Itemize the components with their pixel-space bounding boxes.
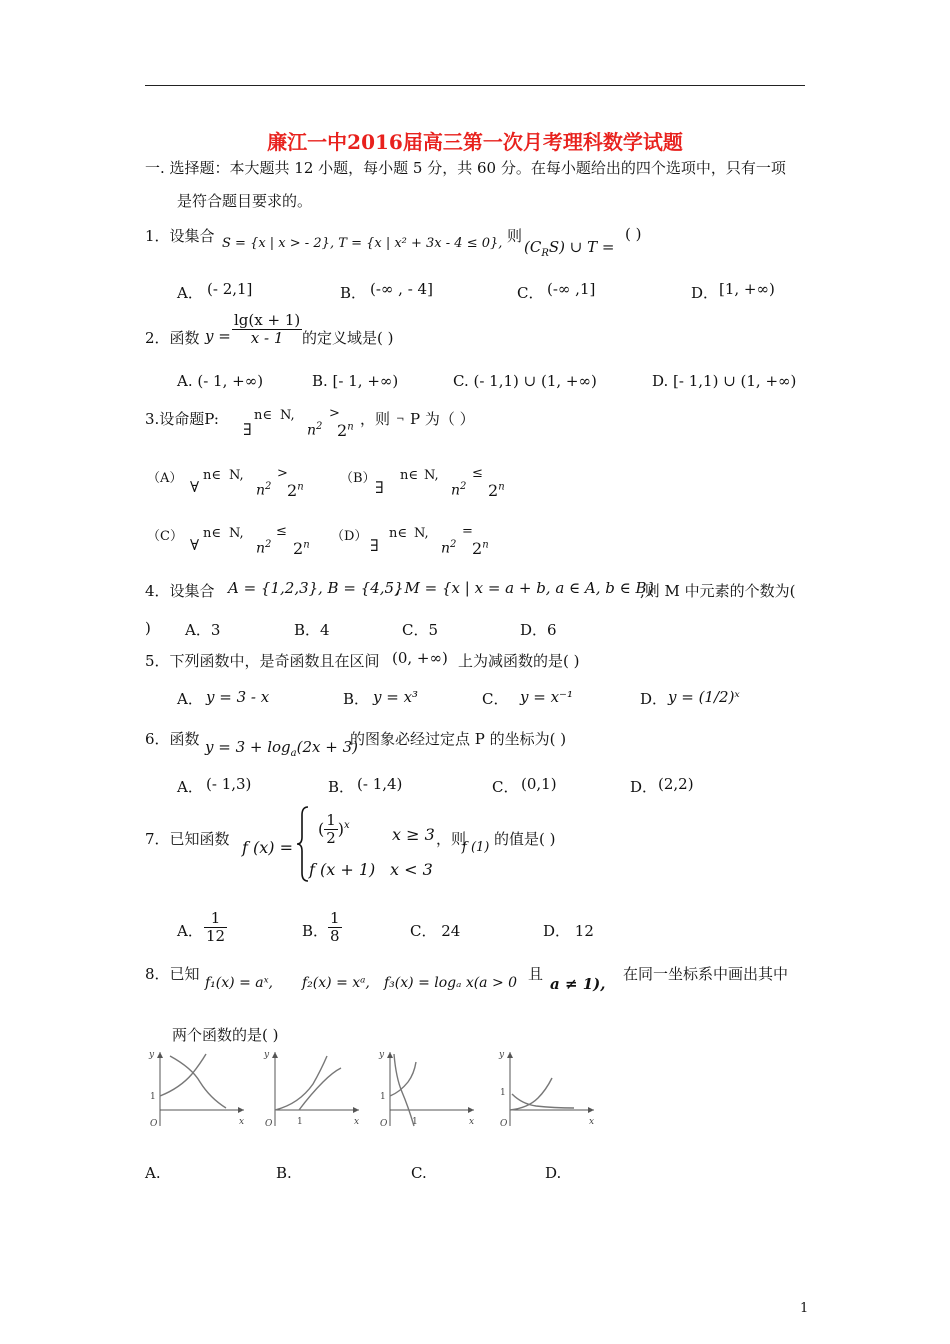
q4-tail: ,则 M 中元素的个数为( [640,582,796,600]
q5-option-a: y = 3 - x [206,688,270,706]
q5-option-d: y = (1/2)ˣ [668,688,740,706]
q3-option-c-N: N, [229,526,244,541]
q1-set-s: S = {x | x > - 2} [222,236,330,251]
origin-label: O [150,1119,158,1129]
header-rule [145,85,805,86]
q3-option-d-2-pow-n: 2$^n$ [472,539,489,558]
q2-denominator: x - 1 [250,329,284,348]
q5-option-b-label: B． [343,690,370,708]
q8-f1: f₁(x) = aˣ, [205,975,274,991]
q4-option-a: A．3 [185,621,221,639]
x-axis-arrow [353,1107,359,1113]
q8-graph-c [370,1048,478,1132]
q3-option-a-N: N, [229,468,244,483]
q3-stem: 3.设命题P: [145,410,219,428]
y-label: y [264,1050,270,1060]
section-heading-line1: 一. 选择题：本大题共 12 小题，每小题 5 分，共 60 分。在每小题给出的四个选项中，只有一项 [145,159,786,177]
q5-option-c-label: C． [482,690,509,708]
y-axis-arrow [272,1052,278,1058]
q3-option-a-label: （A） [147,471,183,486]
q3-option-c-n-in: n∈ [203,526,221,541]
q8-graph-c-label: C. [411,1164,427,1182]
q7-option-b: $\frac{1}{8}$ [330,909,340,946]
q1-option-b: (-∞ , - 4] [370,280,433,298]
q3-option-c-le: ≤ [276,524,287,539]
q3-2-pow-n: 2$^n$ [337,421,354,440]
q3-p-is: P 为（ ） [410,410,475,428]
q4-set-m: , M = {x | x = a + b, a ∈ A, b ∈ B} [395,579,657,597]
q8-line2: 两个函数的是( ) [172,1026,279,1044]
q3-option-b-exists: ∃ [375,478,384,497]
q6-option-a: (- 1,3) [206,775,252,793]
q8-graph-a [140,1048,248,1132]
q7-then: ，则 [436,830,467,848]
q3-option-d-N: N, [414,526,429,541]
q2-fraction [232,312,302,348]
q3-option-c-n-squared: $n^2$ [256,539,272,557]
q4-line2: ) [145,619,151,637]
q5-option-d-label: D． [640,690,668,708]
q2-numerator: lg(x + 1) [234,311,301,329]
q3-option-a-n-squared: $n^2$ [256,481,272,499]
x-label: x [354,1117,360,1127]
page-number: 1 [800,1301,809,1316]
q8-cond: a ≠ 1), [550,975,606,993]
q3-option-d-label: （D） [331,529,368,544]
q7-fx: f (x) = [242,838,294,857]
origin-label: O [265,1119,273,1129]
q4-option-d: D．6 [520,621,557,639]
curve-decreasing [512,1094,574,1108]
q3-n-in: n∈ [254,408,272,423]
q8-f2: f₂(x) = xᵃ, [302,975,370,991]
y-one-label: 1 [500,1088,506,1098]
q4-number: 4．设集合 [145,582,215,600]
q6-function: $y = 3 + \log_a(2x + 3)$ [205,738,358,759]
q6-option-b: (- 1,4) [357,775,403,793]
q1-number: 1．设集合 [145,227,215,245]
q6-option-d-label: D． [630,778,658,796]
q6-tail: 的图象必经过定点 P 的坐标为( ) [350,730,567,748]
y-axis-arrow [157,1052,163,1058]
q6-option-c-label: C． [492,778,519,796]
q3-option-d-n-squared: $n^2$ [441,539,457,557]
origin-label: O [380,1119,388,1129]
q1-then: 则 [507,227,523,245]
page-title: 廉江一中2016届高三第一次月考理科数学试题 [267,130,683,154]
q2-option-d: D. [- 1,1) ∪ (1, +∞) [652,372,797,390]
q3-exists-symbol: ∃ [243,420,252,439]
q1-option-c-label: C． [517,284,544,302]
q3-option-b-N: N, [424,468,439,483]
origin-label: O [500,1119,508,1129]
q1-option-b-label: B． [340,284,367,302]
q3-option-a-2-pow-n: 2$^n$ [287,481,304,500]
q5-interval: (0, +∞) [392,649,448,667]
q6-option-d: (2,2) [658,775,694,793]
q1-answer-paren: ( ) [625,225,642,243]
q2-tail: 的定义域是( ) [302,329,394,347]
q2-option-a: A. (- 1, +∞) [177,372,264,390]
q7-case1-expr: ( $\frac{1}{2}$ )$^x$ [318,811,350,848]
q3-option-d-exists: ∃ [370,536,379,555]
q1-set-t: , T = {x | x² + 3x - 4 ≤ 0}, [330,236,503,251]
q3-option-b-label: （B） [340,471,376,486]
x-one-label: 1 [412,1117,418,1127]
q8-graph-d-label: D. [545,1164,562,1182]
q7-case2-expr: f (x + 1) [309,860,376,879]
y-label: y [149,1050,155,1060]
curve-log [299,1068,341,1110]
q8-tail: 在同一坐标系中画出其中 [623,965,789,983]
q7-option-a-label: A． [177,922,203,940]
x-label: x [239,1117,245,1127]
x-label: x [589,1117,595,1127]
q3-option-d-eq: = [462,524,473,539]
q3-not-symbol: ¬ [396,414,405,425]
q8-graph-b-label: B. [276,1164,292,1182]
q7-f1: f (1) [462,840,490,855]
q3-option-a-gt: > [277,466,288,481]
q2-option-b: B. [- 1, +∞) [312,372,399,390]
q3-gt: > [329,406,340,421]
q7-stem: 7．已知函数 [145,830,230,848]
q2-number: 2．函数 [145,329,200,347]
q6-stem: 6．函数 [145,730,200,748]
q1-option-c: (-∞ ,1] [547,280,596,298]
q7-option-c: C． 24 [410,922,461,940]
q3-option-b-n-squared: $n^2$ [451,481,467,499]
y-label: y [379,1050,385,1060]
q1-option-d: [1, +∞) [719,280,775,298]
q7-option-a: $\frac{1}{12}$ [206,909,226,946]
curve-increasing [390,1062,416,1096]
y-one-label: 1 [380,1092,386,1102]
q1-option-d-label: D． [691,284,719,302]
q1-option-a-label: A． [177,284,203,302]
q7-case2-cond: x < 3 [390,860,433,879]
q3-option-a-n-in: n∈ [203,468,221,483]
section-heading-line2: 是符合题目要求的。 [177,192,313,210]
q8-graph-a-label: A. [145,1164,161,1182]
q8-graph-d [490,1048,598,1132]
q6-option-b-label: B． [328,778,355,796]
q3-option-b-n-in: n∈ [400,468,418,483]
q5-option-b: y = x³ [373,688,419,706]
q1-option-a: (- 2,1] [207,280,253,298]
curve-decreasing-log [394,1054,414,1126]
curve-decreasing [170,1056,226,1108]
y-label: y [499,1050,505,1060]
q5-option-a-label: A． [177,690,203,708]
x-axis-arrow [238,1107,244,1113]
q8-f3: f₃(x) = logₐ x(a > 0 [384,975,518,991]
y-one-label: 1 [150,1092,156,1102]
x-axis-arrow [588,1107,594,1113]
q5-option-c: y = x⁻¹ [520,688,573,706]
q3-option-c-label: （C） [147,529,183,544]
y-axis-arrow [507,1052,513,1058]
q7-piecewise-brace [296,805,310,883]
q8-graph-b [255,1048,363,1132]
q3-then: ，则 [360,410,391,428]
q2-option-c: C. (- 1,1) ∪ (1, +∞) [453,372,597,390]
q3-option-c-forall: ∀ [190,536,200,554]
y-axis-arrow [387,1052,393,1058]
q5-tail: 上为减函数的是( ) [458,652,580,670]
q7-tail: 的值是( ) [494,830,556,848]
q4-set-a: A = {1,2,3} [228,579,319,597]
q3-option-a-forall: ∀ [190,478,200,496]
x-label: x [469,1117,475,1127]
q5-stem: 5．下列函数中，是奇函数且在区间 [145,652,380,670]
curve-power [275,1056,327,1110]
q6-option-c: (0,1) [521,775,557,793]
q4-set-b: , B = {4,5} [318,579,404,597]
q7-option-d: D． 12 [543,922,594,940]
q3-option-c-2-pow-n: 2$^n$ [293,539,310,558]
q2-y: y = [205,327,231,345]
x-axis-arrow [468,1107,474,1113]
q3-n-squared: $n^2$ [307,421,323,439]
q4-option-b: B．4 [294,621,330,639]
x-one-label: 1 [297,1117,303,1127]
q3-option-b-2-pow-n: 2$^n$ [488,481,505,500]
q8-stem: 8．已知 [145,965,200,983]
q7-case1-cond: x ≥ 3 [392,825,435,844]
q3-N: N, [280,408,295,423]
q3-option-b-le: ≤ [472,466,483,481]
q1-expr: $(C_RS)$ ∪ T = [524,238,615,259]
q7-option-b-label: B． [302,922,329,940]
q6-option-a-label: A． [177,778,203,796]
q3-option-d-n-in: n∈ [389,526,407,541]
curve-increasing [160,1054,206,1096]
q8-and: 且 [528,965,544,983]
q4-option-c: C．5 [402,621,439,639]
